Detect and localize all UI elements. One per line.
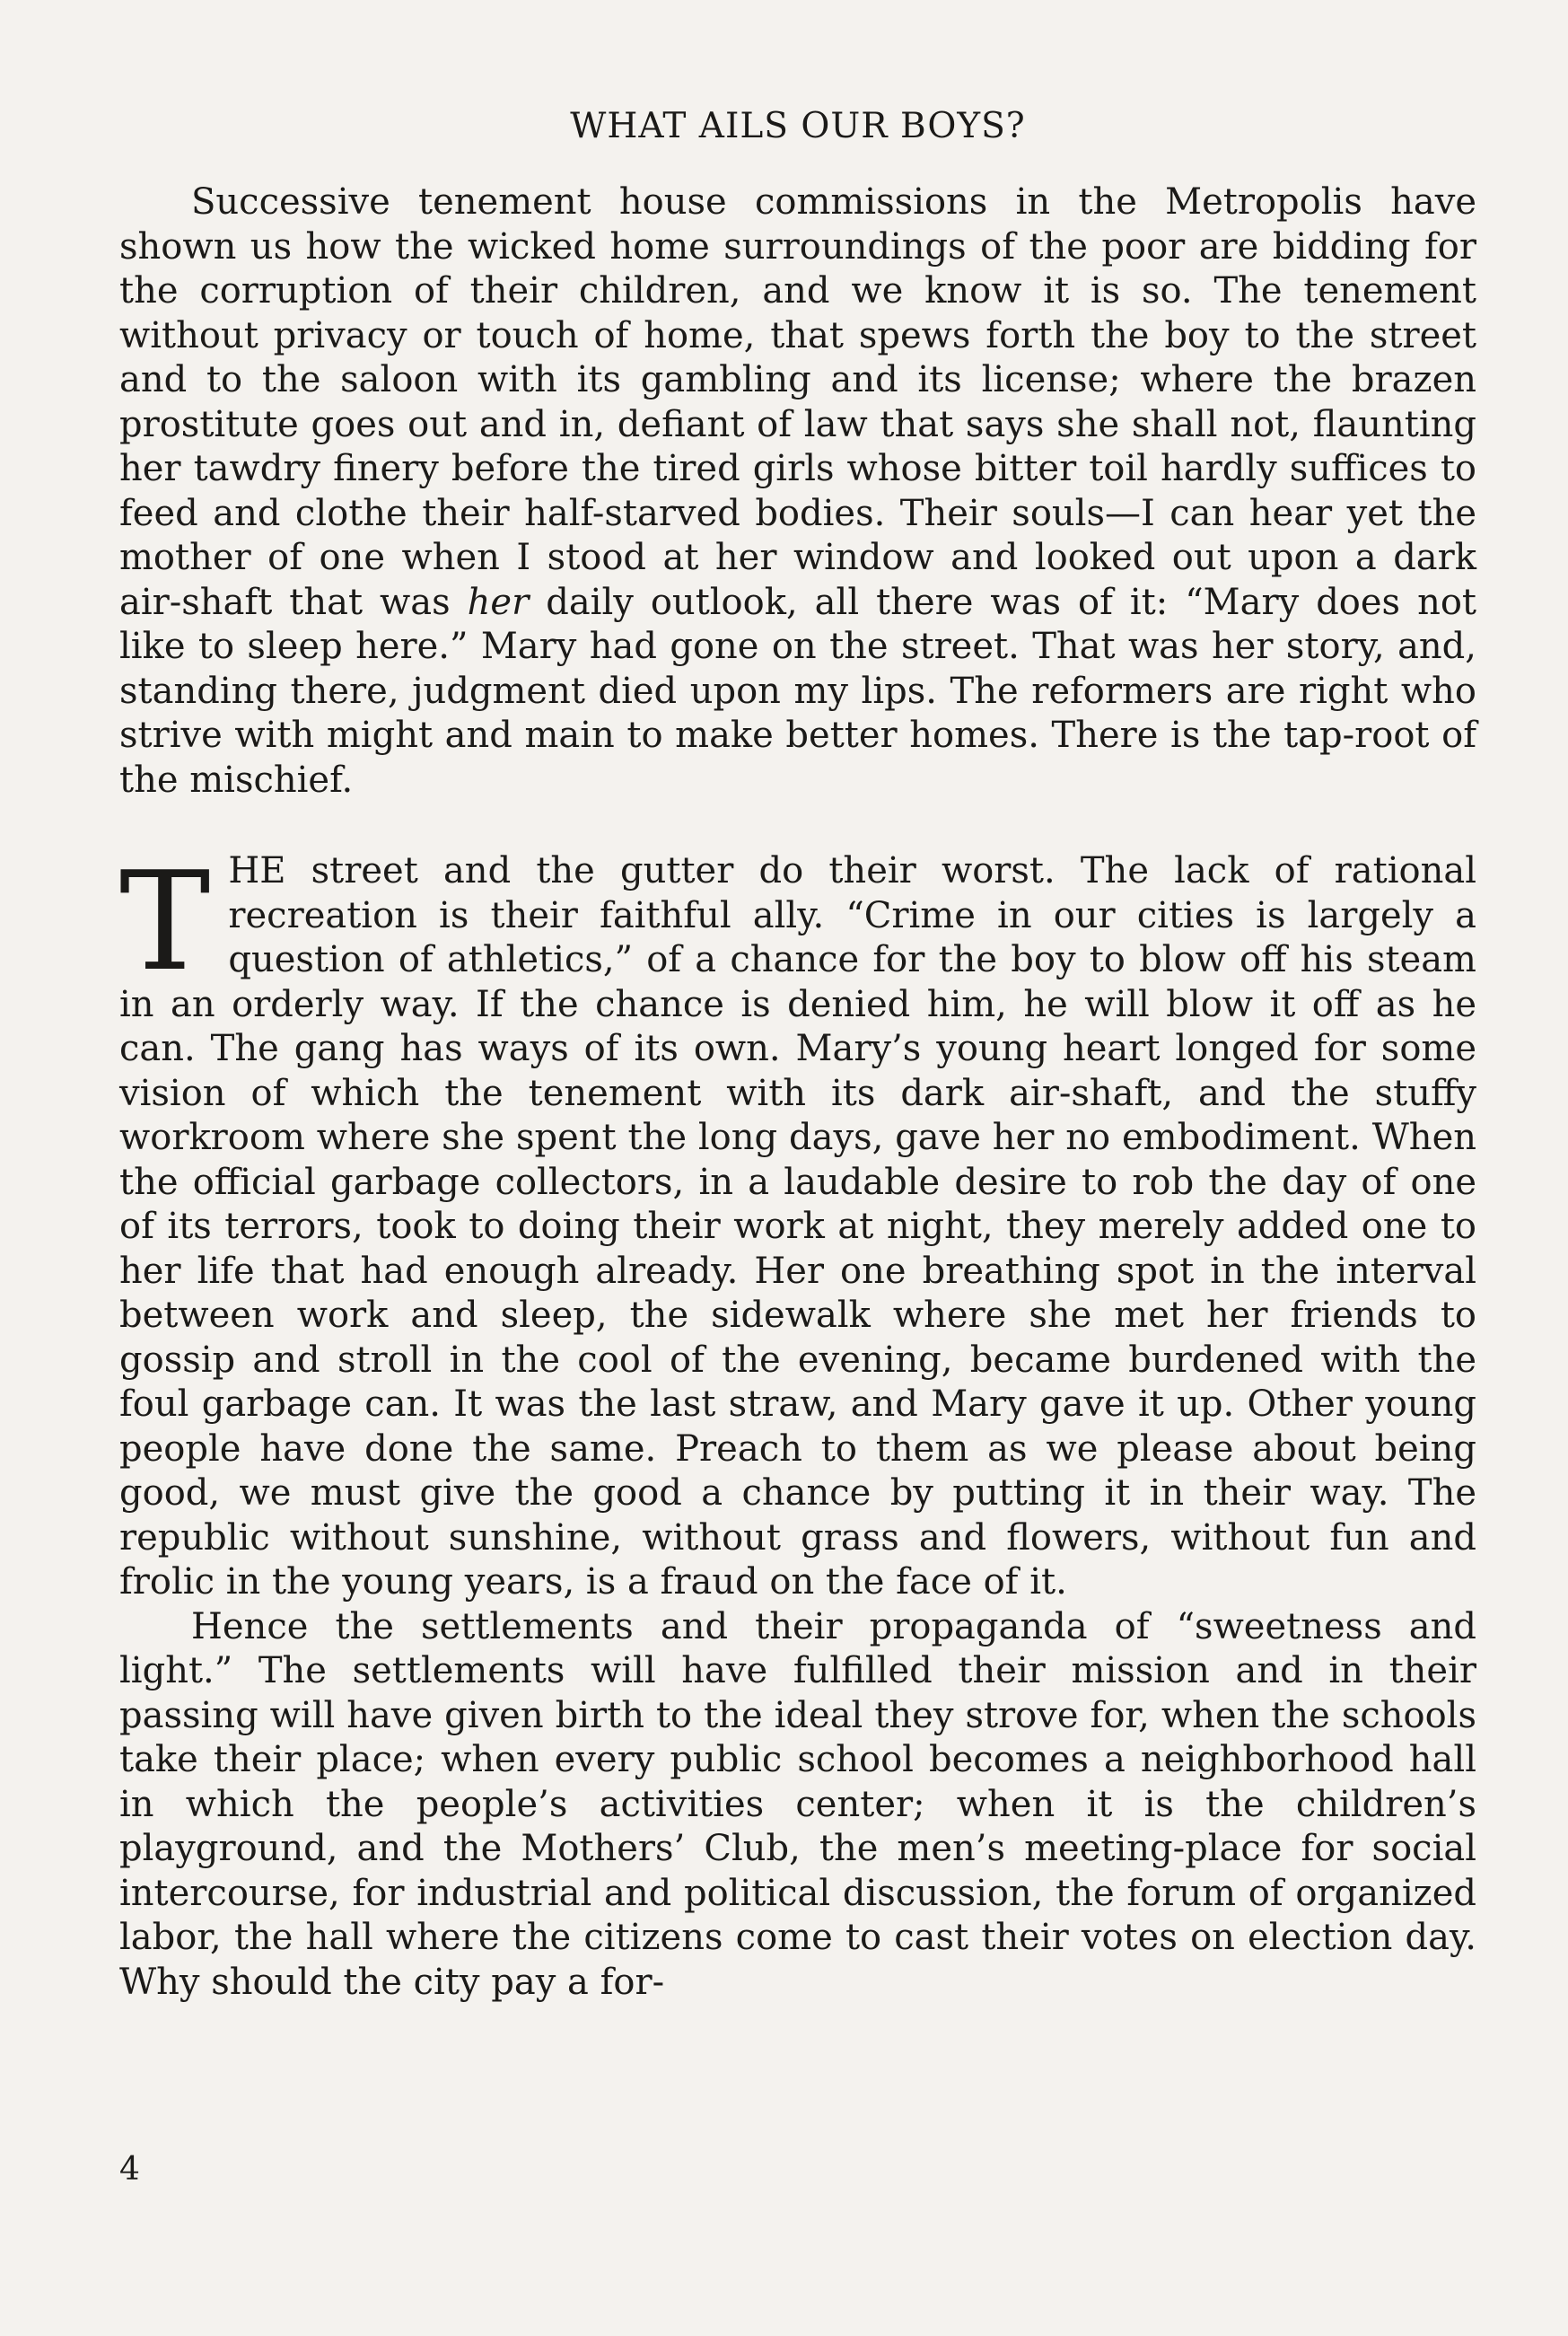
paragraph-1 bbox=[119, 180, 1476, 803]
paragraph-3: Hence the settlements and their propaganda of “sweetness and light.” The settlements will have fulfilled their mission and in their passing will have given birth to the ideal they strove for, when the schools take their place; when every public school becomes a neighborhood hall in which the people’s activities center; when it is the children’s playground, and the Mothers’ Club, the men’s meeting-place for social intercourse, for industrial and political discussion, the forum of organized labor, the hall where the citizens come to cast their votes on election day. Why should the city pay a for- bbox=[119, 1605, 1476, 2003]
paragraph-2 bbox=[119, 842, 1476, 1605]
paragraph-1-tail: daily outlook, all there was of it: “Mary does not like to sleep here.” Mary had gone on the street. That was her story, and, standing there, judgment died upon my lips. The reformers are right who strive with might and main to make better homes. There is the tap-root of the mischief. bbox=[119, 581, 1476, 801]
page-number: 4 bbox=[119, 2151, 140, 2188]
paragraph-2-text: street and the gutter do their worst. The lack of rational recreation is their faithful ally. “Crime in our cities is largely a question of athletics,” of a chance for the boy to blow off his steam in an orderly way. If the chance is denied him, he will blow it off as he can. The gang has ways of its own. Mary’s young heart longed for some vision of which the tenement with its dark air-shaft, and the stuffy workroom where she spent the long days, gave her no embodiment. When the official garbage collectors, in a laudable desire to rob the day of one of its terrors, took to doing their work at night, they merely added one to her life that had enough already. Her one breathing spot in the interval between work and sleep, the sidewalk where she met her friends to gossip and stroll in the cool of the evening, became burdened with the foul garbage can. It was the last straw, and Mary gave it up. Other young people have done the same. Preach to them as we please about being good, we must give the good a chance by putting it in their way. The republic without sunshine, without grass and flowers, without fun and frolic in the young years, is a fraud on the face of it. bbox=[119, 850, 1476, 1603]
drop-cap-letter: T bbox=[119, 842, 211, 1001]
document-page bbox=[119, 106, 1476, 2288]
page-title: WHAT AILS OUR BOYS? bbox=[570, 106, 1026, 146]
paragraph-1-text: Successive tenement house commissions in the Metropolis have shown us how the wicked home surroundings of the poor are bidding for the corruption of their children, and we know it is so. The tenement without privacy or touch of home, that spews forth the boy to the street and to the saloon with its gambling and its license; where the brazen prostitute goes out and in, defiant of law that says she shall not, flaunting her tawdry finery before the tired girls whose bitter toil hardly suffices to feed and clothe their half-starved bodies. Their souls—I can hear yet the mother of one when I stood at her window and looked out upon a dark air-shaft that was bbox=[119, 181, 1476, 623]
paragraph-2-smallcaps: HE bbox=[228, 850, 286, 891]
paragraph-1-emphasis: her bbox=[467, 581, 530, 623]
